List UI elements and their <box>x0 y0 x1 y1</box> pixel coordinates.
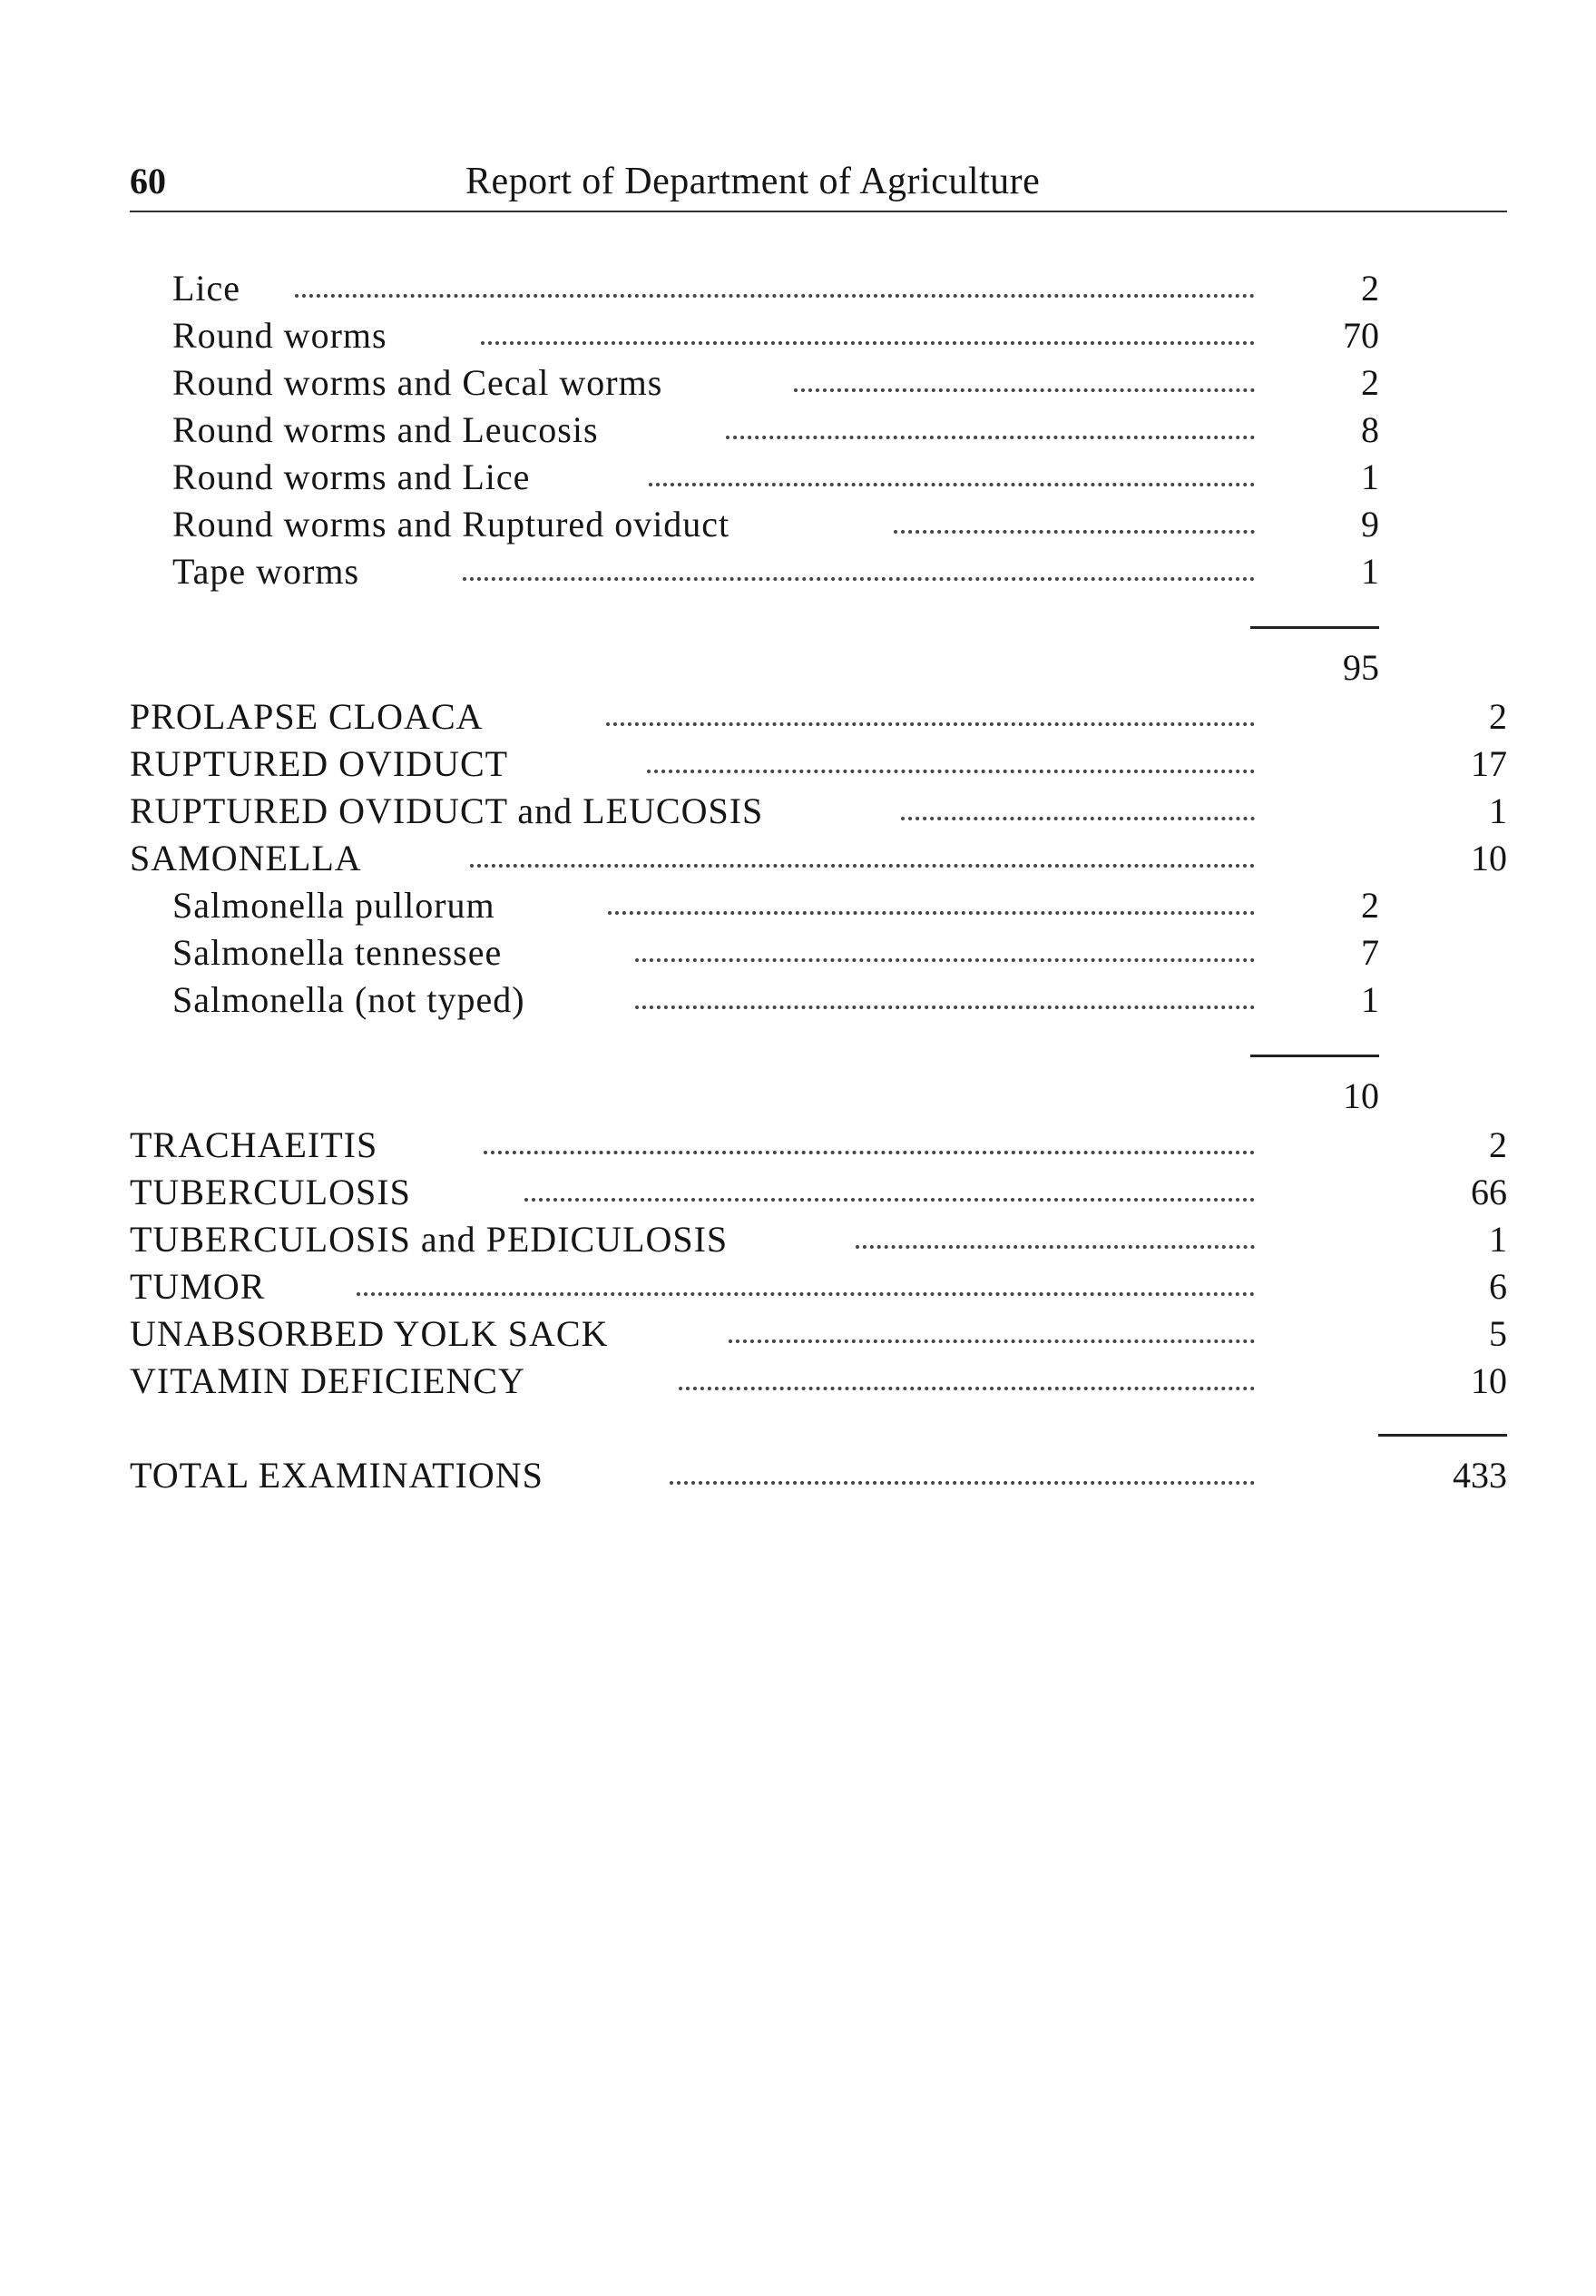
subtotal-value: 1 <box>1361 979 1379 1020</box>
dot-leader <box>484 1151 1255 1154</box>
dot-leader <box>524 1198 1255 1202</box>
table-row <box>130 1263 1255 1310</box>
subtotal-value: 7 <box>1361 932 1379 973</box>
entry-label: Lice <box>172 268 241 309</box>
table-row <box>130 1216 1255 1263</box>
count-value: 5 <box>1489 1313 1507 1354</box>
table-row <box>172 929 1255 976</box>
count-value: 66 <box>1471 1172 1507 1212</box>
dot-leader <box>606 722 1255 726</box>
entry-label: Round worms and Ruptured oviduct <box>172 504 730 545</box>
running-title: Report of Department of Agriculture <box>465 161 1041 202</box>
entry-label: Salmonella pullorum <box>172 885 495 926</box>
subtotal-rule <box>1250 626 1379 629</box>
dot-leader <box>856 1245 1255 1249</box>
dot-leader <box>726 436 1255 439</box>
table-row <box>130 1122 1255 1169</box>
subtotal-value: 2 <box>1361 362 1379 403</box>
table-row <box>130 1169 1255 1216</box>
count-value: 10 <box>1471 1360 1507 1401</box>
entry-label: UNABSORBED YOLK SACK <box>130 1313 609 1354</box>
entry-label: Round worms <box>172 315 387 356</box>
subtotal-value: 2 <box>1361 268 1379 309</box>
subtotal-value: 9 <box>1361 504 1379 545</box>
table-row <box>172 548 1255 595</box>
subtotal-value: 2 <box>1361 885 1379 926</box>
count-value: 2 <box>1489 696 1507 737</box>
entry-label: TUBERCULOSIS <box>130 1172 411 1212</box>
entry-label: RUPTURED OVIDUCT <box>130 743 509 784</box>
table-row <box>130 1358 1255 1405</box>
subtotal-value: 10 <box>1343 1075 1379 1116</box>
dot-leader <box>649 483 1255 486</box>
entry-label: Tape worms <box>172 551 360 592</box>
dot-leader <box>295 294 1255 298</box>
dot-leader <box>794 388 1255 392</box>
entry-label: RUPTURED OVIDUCT and LEUCOSIS <box>130 790 764 831</box>
dot-leader <box>901 817 1255 820</box>
dot-leader <box>470 864 1255 868</box>
dot-leader <box>729 1339 1255 1343</box>
table-row <box>172 312 1255 359</box>
table-row <box>130 741 1255 788</box>
dot-leader <box>679 1387 1255 1390</box>
count-value: 10 <box>1471 838 1507 878</box>
subtotal-value: 95 <box>1343 647 1379 688</box>
table-row <box>172 882 1255 929</box>
subtotal-value: 1 <box>1361 551 1379 592</box>
dot-leader <box>608 911 1255 915</box>
total-value: 433 <box>1453 1455 1507 1496</box>
count-value: 6 <box>1489 1266 1507 1307</box>
table-row <box>172 359 1255 407</box>
count-value: 17 <box>1471 743 1507 784</box>
dot-leader <box>894 530 1255 534</box>
entry-label: SAMONELLA <box>130 838 362 878</box>
entry-label: PROLAPSE CLOACA <box>130 696 484 737</box>
dot-leader <box>670 1481 1255 1485</box>
entry-label: Round worms and Leucosis <box>172 409 599 450</box>
table-row <box>130 693 1255 741</box>
table-row <box>172 407 1255 454</box>
count-value: 1 <box>1489 790 1507 831</box>
entry-label: Salmonella (not typed) <box>172 979 525 1020</box>
dot-leader <box>481 341 1255 345</box>
total-row <box>130 1452 1255 1499</box>
page-number: 60 <box>130 161 166 201</box>
entry-label: Salmonella tennessee <box>172 932 503 973</box>
dot-leader <box>635 958 1255 962</box>
entry-label: Round worms and Lice <box>172 456 531 497</box>
dot-leader <box>647 770 1255 773</box>
dot-leader <box>357 1292 1255 1296</box>
subtotal-value: 8 <box>1361 409 1379 450</box>
entry-label: TRACHAEITIS <box>130 1124 378 1165</box>
table-row <box>172 501 1255 548</box>
count-value: 2 <box>1489 1124 1507 1165</box>
dot-leader <box>635 1006 1255 1009</box>
dot-leader <box>463 577 1255 581</box>
entry-label: TUMOR <box>130 1266 266 1307</box>
subtotal-value: 70 <box>1343 315 1379 356</box>
subtotal-rule <box>1250 1055 1379 1057</box>
table-row <box>130 1310 1255 1358</box>
page-header <box>130 156 1507 212</box>
table-row <box>172 265 1255 312</box>
count-value: 1 <box>1489 1219 1507 1260</box>
total-label: TOTAL EXAMINATIONS <box>130 1455 543 1496</box>
table-row <box>172 976 1255 1024</box>
total-rule <box>1378 1434 1507 1437</box>
table-row <box>130 835 1255 882</box>
table-row <box>130 788 1255 835</box>
entry-label: VITAMIN DEFICIENCY <box>130 1360 525 1401</box>
table-row <box>172 454 1255 501</box>
entry-label: Round worms and Cecal worms <box>172 362 663 403</box>
entry-label: TUBERCULOSIS and PEDICULOSIS <box>130 1219 729 1260</box>
subtotal-value: 1 <box>1361 456 1379 497</box>
